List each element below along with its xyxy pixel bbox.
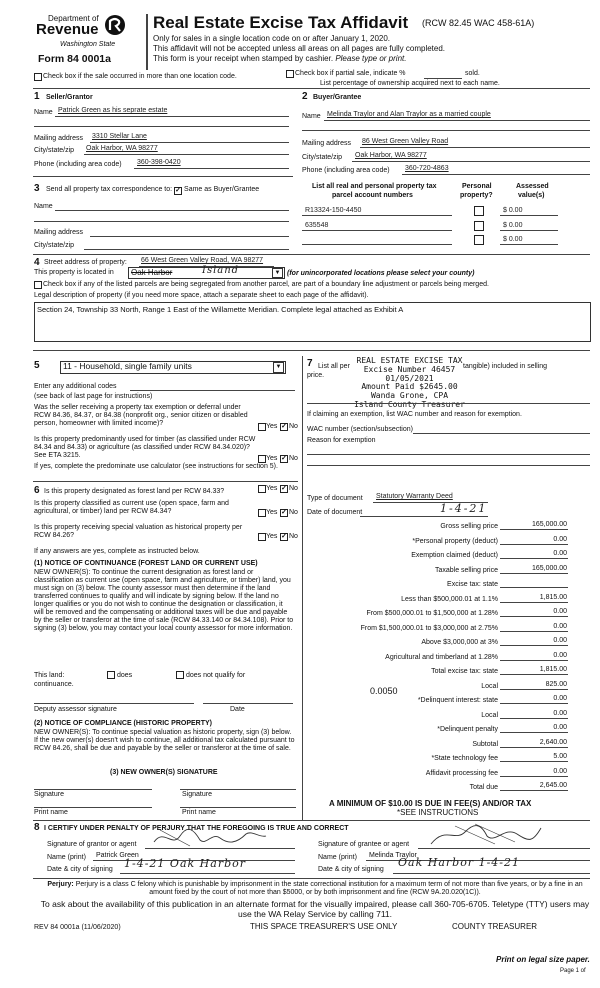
tax-row-label: Total excise tax: state xyxy=(431,668,498,675)
corr-mail-label: Mailing address xyxy=(34,229,84,236)
corr-mail-line xyxy=(90,236,289,237)
tax-row-line xyxy=(500,703,568,704)
header-divider xyxy=(146,14,148,70)
grantor-date-line xyxy=(120,873,295,874)
multi-location-label: Check box if the sale occurred in more than one location code. xyxy=(43,73,237,80)
grantor-name[interactable]: Patrick Green xyxy=(96,852,139,859)
tax-row-label: *Delinquent interest: state xyxy=(417,697,498,704)
sec7-label-a: List all per xyxy=(318,363,350,370)
assessed-line-1 xyxy=(500,215,558,216)
buyer-city-label: City/state/zip xyxy=(302,154,343,161)
grantor-signature[interactable] xyxy=(150,826,270,848)
tax-row-line xyxy=(500,544,568,545)
use-code-value: 11 - Household, single family units xyxy=(63,361,192,371)
tax-row-value[interactable]: 0.00 xyxy=(553,623,567,630)
wac-line xyxy=(413,433,590,434)
tax-row-line xyxy=(500,747,568,748)
tax-row-line xyxy=(500,790,568,791)
seller-mail-label: Mailing address xyxy=(34,135,84,142)
tax-row-value[interactable]: 0.00 xyxy=(553,695,567,702)
continuance-label: continuance. xyxy=(34,681,74,688)
personal-header: Personal xyxy=(462,183,492,190)
seller-city[interactable]: Oak Harbor, WA 98277 xyxy=(86,145,158,152)
notice-compliance-title: (2) NOTICE OF COMPLIANCE (HISTORIC PROPERTY) xyxy=(34,720,212,727)
does-not-checkbox[interactable] xyxy=(176,671,184,679)
sec5-q2-yes-label: Yes xyxy=(266,455,278,462)
corr-name-label: Name xyxy=(34,203,53,210)
additional-codes-line xyxy=(130,390,295,391)
header-line-3: This form is your receipt when stamped by cashier. Please type or print. xyxy=(153,54,407,63)
sec6-q3-no-label: No xyxy=(289,533,298,540)
sec1-bottom xyxy=(33,176,293,177)
exemption-note: If claiming an exemption, list WAC number and reason for exemption. xyxy=(307,411,522,418)
tax-row-value[interactable]: 0.00 xyxy=(553,724,567,731)
location-struck: Oak Harbor xyxy=(131,268,173,277)
personal-header-2: property? xyxy=(460,192,493,199)
tax-row-value[interactable]: 825.00 xyxy=(545,681,567,688)
header-line-2: This affidavit will not be accepted unless all areas on all pages are fully completed. xyxy=(153,44,446,53)
grantee-date[interactable]: Oak Harbor 1-4-21 xyxy=(398,856,520,869)
wac-label: WAC number (section/subsection) xyxy=(307,426,413,433)
tax-row-label: Local xyxy=(481,683,498,690)
owner-print-label-2: Print name xyxy=(182,809,216,816)
sec5-q2-yes[interactable] xyxy=(258,455,266,463)
tax-row-line xyxy=(500,645,568,646)
certify-text: I CERTIFY UNDER PENALTY OF PERJURY THAT THE FOREGOING IS TRUE AND CORRECT xyxy=(44,825,349,832)
seller-label: Seller/Grantor xyxy=(46,94,93,101)
owner-sig-line-2 xyxy=(180,789,296,790)
tax-row-line xyxy=(500,587,568,588)
stamp-line-1: REAL ESTATE EXCISE TAX xyxy=(356,356,463,365)
sold-label: sold. xyxy=(465,70,480,77)
tax-row-value[interactable]: 0.00 xyxy=(553,768,567,775)
sec7-line xyxy=(307,403,590,404)
sec6-q2-no[interactable]: ✓ xyxy=(281,509,287,516)
tax-row-label: From $500,000.01 to $1,500,000 at 1.28% xyxy=(366,610,498,617)
seller-name-line2 xyxy=(34,126,289,127)
parcel-line-2 xyxy=(302,230,452,231)
deputy-date-line xyxy=(203,703,293,704)
assessed-value-2[interactable]: $ 0.00 xyxy=(503,222,523,229)
tax-row-line xyxy=(500,660,568,661)
sec6-q3-yes-label: Yes xyxy=(266,533,278,540)
seller-phone-label: Phone (including area code) xyxy=(34,161,122,168)
additional-codes-label: Enter any additional codes xyxy=(34,383,117,390)
sec5-q1-no-label: No xyxy=(289,423,298,430)
property-num: 4 xyxy=(34,257,40,268)
sec6-q1-no-label: No xyxy=(289,485,298,492)
grantee-sig-label: Signature of grantee or agent xyxy=(318,841,410,848)
tax-row-value[interactable]: 165,000.00 xyxy=(531,521,567,528)
sec6-num: 6 xyxy=(34,485,40,496)
grantee-date-label: Date & city of signing xyxy=(318,866,384,873)
tax-row-label: Subtotal xyxy=(472,741,498,748)
sec5-q2-no[interactable]: ✓ xyxy=(281,455,287,462)
notice-compliance-body: NEW OWNER(S): To continue special valuation as historic property, sign (3) below. If the new owner(s) doesn't wish to continue, all additional tax calculated pursuant to RCW 84.26, shall be due and payable by the seller or transferor at the time of sale. xyxy=(34,729,295,753)
seller-name-line xyxy=(55,116,289,117)
corr-name-line2 xyxy=(34,221,289,222)
doc-type[interactable]: Statutory Warranty Deed xyxy=(376,493,453,500)
property-street[interactable]: 66 West Green Valley Road, WA 98277 xyxy=(141,257,264,264)
grantee-signature[interactable] xyxy=(425,822,545,848)
column-divider xyxy=(302,356,303,820)
grantor-date-label: Date & city of signing xyxy=(47,866,113,873)
tax-row-line xyxy=(500,776,568,777)
seller-mail-line xyxy=(90,142,289,143)
revenue-logo-text: Revenue xyxy=(36,21,99,38)
tax-row-line xyxy=(500,631,568,632)
corr-city-line xyxy=(84,249,289,250)
treasurer-stamp xyxy=(352,357,467,410)
corr-name-line xyxy=(55,210,289,211)
tax-row-value[interactable]: 5.00 xyxy=(553,753,567,760)
sec6-q3-yes[interactable] xyxy=(258,533,266,541)
sec7-label-b: tangible) included in selling xyxy=(463,363,548,370)
personal-checkbox-3[interactable] xyxy=(474,235,484,245)
tax-row-value[interactable]: 1,815.00 xyxy=(539,594,567,601)
buyer-name-line2 xyxy=(302,130,590,131)
seller-name-label: Name xyxy=(34,109,53,116)
tax-row-label: Gross selling price xyxy=(440,523,498,530)
tax-row-line xyxy=(500,718,568,719)
sec7-num: 7 xyxy=(307,358,313,369)
notice-continuance-body: NEW OWNER(S): To continue the current designation as forest land or classification as current use (open space, farm and agriculture, or timber) land, you must sign on (3) below. The county assessor must then determine if the land transferred continues to qualify and will indicate by signing below. If the land no longer qualifies or you do not wish to continue the designation or classification, it will be removed and the compensating or additional taxes will be due and payable by the seller or transferor at the time of sale (RCW 84.33.140 or 84.34.108). Prior to signing (3) below, you may contact your local county assessor for more information. xyxy=(34,569,294,633)
treasurer-use: THIS SPACE TREASURER'S USE ONLY xyxy=(250,922,398,931)
reason-line-2 xyxy=(307,465,590,466)
buyer-mail-line xyxy=(360,147,590,148)
partial-sale-pct-line[interactable] xyxy=(424,78,462,79)
doc-date[interactable]: 1-4-21 xyxy=(440,502,488,515)
perjury-text: Perjury: Perjury is a class C felony which is punishable by imprisonment in the state correctional institution for a maximum term of not more than five years, or by a fine in an amount fixed by the court of not more than $5000, or by both imprisonment and fine (RCW 9A.20.020(1C)). xyxy=(47,881,583,897)
use-code-chevron-down-icon[interactable]: ▼ xyxy=(273,362,284,373)
location-chevron-down-icon[interactable]: ▼ xyxy=(272,268,283,278)
grantor-sig-line xyxy=(145,848,295,849)
tax-row-label: Less than $500,000.01 at 1.1% xyxy=(401,596,498,603)
sec6-any-yes: If any answers are yes, complete as instructed below. xyxy=(34,548,200,555)
assessed-value-3[interactable]: $ 0.00 xyxy=(503,236,523,243)
sec8-num: 8 xyxy=(34,822,40,833)
stamp-line-4: Amount Paid $2645.00 xyxy=(361,382,458,392)
does-not-label: does not qualify for xyxy=(186,672,246,679)
grantee-date-line xyxy=(393,873,590,874)
buyer-city[interactable]: Oak Harbor, WA 98277 xyxy=(355,152,427,159)
sec6-q2-no-label: No xyxy=(289,509,298,516)
seller-city-label: City/state/zip xyxy=(34,147,75,154)
dept-label: Department of xyxy=(48,14,99,23)
tax-row-value[interactable]: 165,000.00 xyxy=(531,565,567,572)
county-treasurer: COUNTY TREASURER xyxy=(452,922,538,931)
corr-num: 3 xyxy=(34,183,40,194)
sec6-q2: Is this property classified as current use (open space, farm and agricultural, or timber) land per RCW 84.34? xyxy=(34,500,229,516)
sec3-bottom xyxy=(33,254,590,255)
tax-row-label: From $1,500,000.01 to $3,000,000 at 2.75% xyxy=(360,625,498,632)
partial-sale-label: Check box if partial sale, indicate % xyxy=(295,70,406,77)
sec6-q3: Is this property receiving special valuation as historical property per RCW 84.26? xyxy=(34,524,243,540)
personal-checkbox-1[interactable] xyxy=(474,206,484,216)
multi-location-checkbox[interactable] xyxy=(34,73,42,81)
seller-city-line xyxy=(84,154,289,155)
sec5-q1: Was the seller receiving a property tax exemption or deferral under RCW 84.36, 84.37, or 84.38 (nonprofit org., senior citizen or disabled person, homeowner with limited income)? xyxy=(34,404,248,428)
tax-row-label: Local xyxy=(481,712,498,719)
buyer-mail[interactable]: 86 West Green Valley Road xyxy=(362,138,449,145)
seller-name[interactable]: Patrick Green as his seprate estate xyxy=(58,107,168,114)
sec6-q1: Is this property designated as forest land per RCW 84.33? xyxy=(44,488,225,495)
assessed-line-3 xyxy=(500,244,558,245)
located-label: This property is located in xyxy=(34,269,114,276)
does-label: does xyxy=(117,672,133,679)
top-rule xyxy=(33,88,590,89)
sec5-q2b: If yes, complete the predominate use calculator (see instructions for section 5). xyxy=(34,463,278,470)
tax-row-label: Agricultural and timberland at 1.28% xyxy=(385,654,498,661)
rev-number: REV 84 0001a (11/06/2020) xyxy=(34,924,121,931)
assessed-header: Assessed xyxy=(516,183,549,190)
assessed-header-2: value(s) xyxy=(518,192,545,199)
deputy-label: Deputy assessor signature xyxy=(34,706,117,713)
sec5-bottom xyxy=(33,481,298,482)
buyer-phone-line xyxy=(402,174,590,175)
doc-date-line xyxy=(360,516,488,517)
tax-row-line xyxy=(500,616,568,617)
unincorporated-note: (for unincorporated locations please select your county) xyxy=(287,270,475,277)
tax-row-value[interactable]: 0.00 xyxy=(553,637,567,644)
form-rcw: (RCW 82.45 WAC 458-61A) xyxy=(422,18,535,28)
grantee-name[interactable]: Melinda Traylor xyxy=(369,852,417,859)
grantee-sig-line xyxy=(418,848,590,849)
buyer-city-line xyxy=(352,161,590,162)
assessed-value-1[interactable]: $ 0.00 xyxy=(503,207,523,214)
tax-row-value[interactable]: 2,645.00 xyxy=(539,782,567,789)
legal-label: Legal description of property (if you need more space, attach a separate sheet to each page of the affidavit). xyxy=(34,292,369,299)
owner-sig-line-1 xyxy=(34,789,152,790)
seller-num: 1 xyxy=(34,91,40,102)
tax-row-line xyxy=(500,602,568,603)
tax-row-value[interactable]: 0.00 xyxy=(553,536,567,543)
assessed-line-2 xyxy=(500,230,558,231)
new-owner-sig-title: (3) NEW OWNER(S) SIGNATURE xyxy=(110,769,218,776)
this-land-label: This land: xyxy=(34,672,65,679)
sec8-bottom xyxy=(33,878,590,879)
accessibility-text: To ask about the availability of this publication in an alternate format for the visually impaired, please call 360-705-6705. Teletype (TTY) users may use the WA Relay Service by calling 711. xyxy=(40,899,590,919)
owner-print-line-2 xyxy=(180,807,296,808)
grantor-date[interactable]: 1-4-21 Oak Harbor xyxy=(124,857,246,870)
tax-row-label: *Personal property (deduct) xyxy=(412,538,498,545)
owner-print-line-1 xyxy=(34,807,152,808)
parcel-number-2[interactable]: 635548 xyxy=(305,222,329,229)
sec4-bottom xyxy=(33,350,590,351)
sec6-q2-yes[interactable] xyxy=(258,509,266,517)
partial-sale-checkbox[interactable] xyxy=(286,70,294,78)
sec5-q1-no[interactable]: ✓ xyxy=(281,423,287,430)
buyer-num: 2 xyxy=(302,91,308,102)
sec5-q2-no-label: No xyxy=(289,455,298,462)
tax-row-value[interactable]: 0.00 xyxy=(553,710,567,717)
header-line-1: Only for sales in a single location code on or after January 1, 2020. xyxy=(153,34,391,43)
notice-continuance-title: (1) NOTICE OF CONTINUANCE (FOREST LAND OR CURRENT USE) xyxy=(34,560,258,567)
sec6-q1-yes-label: Yes xyxy=(266,485,278,492)
stamp-line-6: Island County Treasurer xyxy=(354,399,465,409)
sec5-q1-yes-label: Yes xyxy=(266,423,278,430)
tax-row-value[interactable]: 0.00 xyxy=(553,550,567,557)
tax-row-value[interactable]: 0.00 xyxy=(553,652,567,659)
buyer-name-line xyxy=(324,120,590,121)
tax-row-label: Exemption claimed (deduct) xyxy=(411,552,498,559)
revenue-logo-icon xyxy=(104,13,126,37)
stamp-line-3: 01/05/2021 xyxy=(385,373,434,383)
buyer-label: Buyer/Grantee xyxy=(313,94,362,101)
tax-row-line xyxy=(500,689,568,690)
sec6-q1-no[interactable]: ✓ xyxy=(281,485,287,492)
form-number: Form 84 0001a xyxy=(38,53,111,65)
owner-print-label-1: Print name xyxy=(34,809,68,816)
same-as-buyer-checkbox[interactable]: ✓ xyxy=(175,187,181,194)
parcel-line-1 xyxy=(302,215,452,216)
deputy-date-label: Date xyxy=(230,706,245,713)
corr-city-label: City/state/zip xyxy=(34,242,75,249)
see-instructions: *SEE INSTRUCTIONS xyxy=(397,808,479,817)
list-pct-note: List percentage of ownership acquired next to each name. xyxy=(320,80,500,87)
buyer-phone[interactable]: 360-720-4863 xyxy=(405,165,449,172)
personal-checkbox-2[interactable] xyxy=(474,221,484,231)
tax-row-value[interactable]: 1,815.00 xyxy=(539,666,567,673)
minimum-note: A MINIMUM OF $10.00 IS DUE IN FEE(S) AND/OR TAX xyxy=(329,799,532,808)
buyer-mail-label: Mailing address xyxy=(302,140,352,147)
does-checkbox[interactable] xyxy=(107,671,115,679)
tax-row-label: Taxable selling price xyxy=(434,567,498,574)
seller-mail[interactable]: 3310 Stellar Lane xyxy=(92,133,147,140)
parcel-line-3 xyxy=(302,244,452,245)
sec6-q1-yes[interactable] xyxy=(258,485,266,493)
seller-phone-line xyxy=(134,168,289,169)
tax-row-label: Total due xyxy=(469,784,498,791)
tax-row-label: *State technology fee xyxy=(431,755,498,762)
segregated-checkbox[interactable] xyxy=(34,281,42,289)
grantee-name-label: Name (print) xyxy=(318,854,357,861)
parcels-header-2: parcel account numbers xyxy=(332,192,413,199)
sec5-num: 5 xyxy=(34,360,40,371)
doc-date-label: Date of document xyxy=(307,509,363,516)
street-label: Street address of property: xyxy=(44,259,127,266)
tax-row-value[interactable]: 2,640.00 xyxy=(539,739,567,746)
buyer-name-label: Name xyxy=(302,113,321,120)
tax-row-label: *Delinquent penalty xyxy=(437,726,498,733)
parcel-number-1[interactable]: R13324-150-4450 xyxy=(305,207,362,214)
grantor-name-label: Name (print) xyxy=(47,854,86,861)
tax-row-line xyxy=(500,674,568,675)
owner-sig-label-2: Signature xyxy=(182,791,212,798)
parcels-header-1: List all real and personal property tax xyxy=(312,183,437,190)
state-label: Washington State xyxy=(60,41,116,48)
doc-type-label: Type of document xyxy=(307,495,363,502)
tax-row-label: Excise tax: state xyxy=(447,581,498,588)
tax-row-line xyxy=(500,732,568,733)
sec7-label-c: price. xyxy=(307,372,325,379)
reason-label: Reason for exemption xyxy=(307,437,376,444)
tax-row-line xyxy=(500,573,568,574)
sec8-top xyxy=(33,820,590,821)
sec6-q3-no[interactable]: ✓ xyxy=(281,533,287,540)
tax-row-label: Above $3,000,000 at 3% xyxy=(421,639,498,646)
buyer-phone-label: Phone (including area code) xyxy=(302,167,390,174)
segregated-label: Check box if any of the listed parcels are being segregated from another parcel, are part of a boundary line adjustment or parcels being merged. xyxy=(43,281,489,288)
sec5-q2: Is this property predominantly used for timber (as classified under RCW 84.34 and 84.33) or agriculture (as classified under RCW 84.34.020)? See ETA 3215. xyxy=(34,436,256,460)
tax-row-line xyxy=(500,529,568,530)
stamp-line-2: Excise Number 46457 xyxy=(363,364,456,374)
tax-row-line xyxy=(500,558,568,559)
grantor-sig-label: Signature of grantor or agent xyxy=(47,841,137,848)
seller-phone[interactable]: 360-398-0420 xyxy=(137,159,181,166)
local-rate: 0.0050 xyxy=(370,686,398,696)
legal-size-note: Print on legal size paper. xyxy=(496,955,590,964)
page-number: Page 1 of xyxy=(560,968,586,974)
sec5-q1-yes[interactable] xyxy=(258,423,266,431)
legal-description: Section 24, Township 33 North, Range 1 East of the Willamette Meridian. Complete legal attached as Exhibit A xyxy=(37,305,404,314)
corr-label: Send all property tax correspondence to: ✓ Same as Buyer/Grantee xyxy=(46,186,260,194)
reason-line xyxy=(307,454,590,455)
owner-sig-label-1: Signature xyxy=(34,791,64,798)
tax-row-value[interactable]: 0.00 xyxy=(553,608,567,615)
additional-codes-note: (see back of last page for instructions) xyxy=(34,393,153,400)
sec6-q2-yes-label: Yes xyxy=(266,509,278,516)
tax-row-line xyxy=(500,761,568,762)
buyer-name[interactable]: Melinda Traylor and Alan Traylor as a married couple xyxy=(327,111,491,118)
form-title: Real Estate Excise Tax Affidavit xyxy=(153,13,409,32)
tax-row-label: Affidavit processing fee xyxy=(425,770,498,777)
location-handwritten: Island xyxy=(202,265,240,276)
deputy-line xyxy=(34,703,194,704)
stamp-line-5: Wanda Grone, CPA xyxy=(370,391,449,401)
